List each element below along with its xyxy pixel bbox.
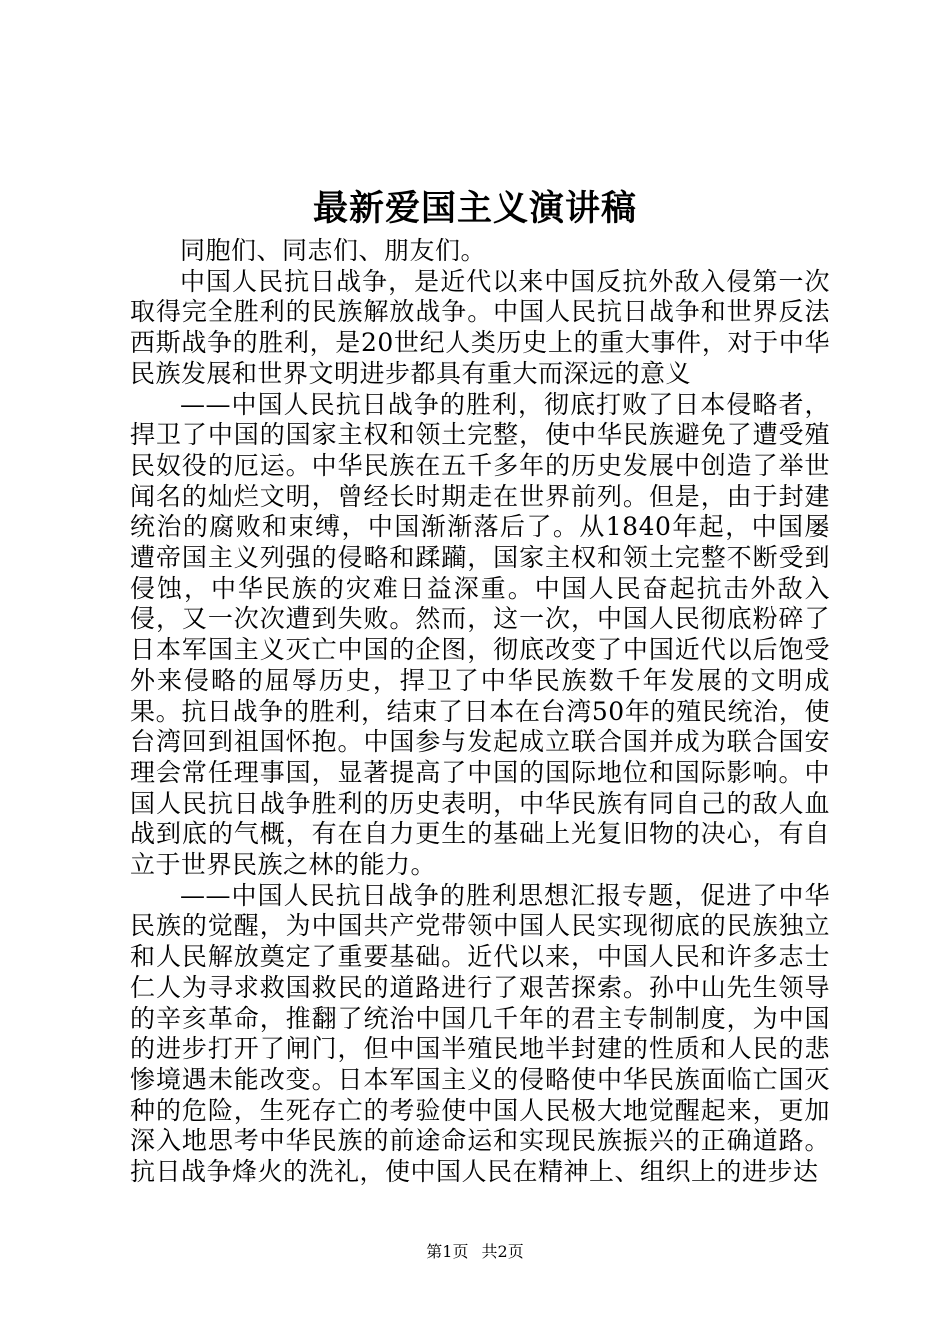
document-title: 最新爱国主义演讲稿 bbox=[312, 188, 637, 229]
document-body bbox=[130, 236, 830, 1188]
paragraph-intro: 中国人民抗日战争，是近代以来中国反抗外敌入侵第一次取得完全胜利的民族解放战争。中国人民抗日战争和世界反法西斯战争的胜利，是20世纪人类历史上的重大事件，对于中华民族发展和世界文明进步都具有重大而深远的意义 bbox=[130, 266, 830, 388]
page-footer bbox=[0, 1241, 950, 1263]
page-total: 共2页 bbox=[481, 1242, 524, 1261]
page-number: 第1页 bbox=[426, 1242, 469, 1261]
paragraph-victory: ——中国人民抗日战争的胜利，彻底打败了日本侵略者，捍卫了中国的国家主权和领土完整，使中华民族避免了遭受殖民奴役的厄运。中华民族在五千多年的历史发展中创造了举世闻名的灿烂文明，曾经长时期走在世界前列。但是，由于封建统治的腐败和束缚，中国渐渐落后了。从1840年起，中国屡遭帝国主义列强的侵略和蹂躏，国家主权和领土完整不断受到侵蚀，中华民族的灾难日益深重。中国人民奋起抗击外敌入侵，又一次次遭到失败。然而，这一次，中国人民彻底粉碎了日本军国主义灭亡中国的企图，彻底改变了中国近代以后饱受外来侵略的屈辱历史，捍卫了中华民族数千年发展的文明成果。抗日战争的胜利，结束了日本在台湾50年的殖民统治，使台湾回到祖国怀抱。中国参与发起成立联合国并成为联合国安理会常任理事国，显著提高了中国的国际地位和国际影响。中国人民抗日战争胜利的历史表明，中华民族有同自己的敌人血战到底的气概，有在自力更生的基础上光复旧物的决心，有自立于世界民族之林的能力。 bbox=[130, 389, 830, 880]
paragraph-awakening: ——中国人民抗日战争的胜利思想汇报专题，促进了中华民族的觉醒，为中国共产党带领中国人民实现彻底的民族独立和人民解放奠定了重要基础。近代以来，中国人民和许多志士仁人为寻求救国救民的道路进行了艰苦探索。孙中山先生领导的辛亥革命，推翻了统治中国几千年的君主专制制度，为中国的进步打开了闸门，但中国半殖民地半封建的性质和人民的悲惨境遇未能改变。日本军国主义的侵略使中华民族面临亡国灭种的危险，生死存亡的考验使中国人民极大地觉醒起来，更加深入地思考中华民族的前途命运和实现民族振兴的正确道路。抗日战争烽火的洗礼，使中国人民在精神上、组织上的进步达 bbox=[130, 880, 830, 1187]
paragraph-greeting: 同胞们、同志们、朋友们。 bbox=[180, 236, 487, 265]
